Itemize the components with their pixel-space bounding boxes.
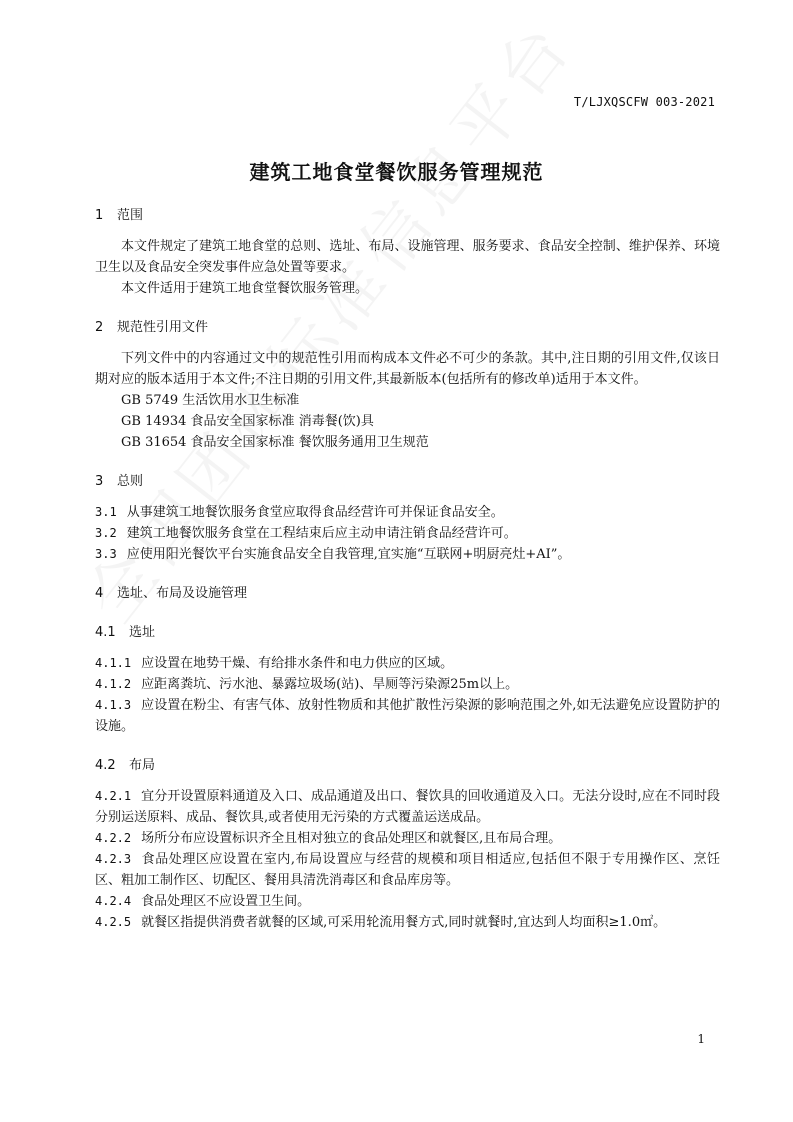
subsection-number: 4.1 <box>95 625 116 640</box>
clause-text: 应使用阳光餐饮平台实施食品安全自我管理,宜实施“互联网+明厨亮灶+AI”。 <box>126 547 571 562</box>
clause-number: 3.3 <box>95 547 117 561</box>
clause-text: 应设置在地势干燥、有给排水条件和电力供应的区域。 <box>141 656 454 671</box>
clause-text: 宜分开设置原料通道及入口、成品通道及出口、餐饮具的回收通道及入口。无法分设时,应在不同时段分别运送原料、成品、餐饮具,或者使用无污染的方式覆盖运送成品。 <box>95 789 720 825</box>
clause <box>95 828 720 849</box>
clause-number: 4.2.4 <box>95 894 132 908</box>
section-heading <box>95 583 720 604</box>
document-body <box>95 205 720 933</box>
clause-text: 应距离粪坑、污水池、暴露垃圾场(站)、旱厕等污染源25m以上。 <box>141 677 519 692</box>
section-number: 4 <box>95 586 104 601</box>
standard-code: T/LJXQSCFW 003-2021 <box>573 95 715 109</box>
section-number: 2 <box>95 320 104 335</box>
clause-number: 4.2.2 <box>95 831 132 845</box>
clause-number: 3.2 <box>95 526 117 540</box>
clause-text: 建筑工地餐饮服务食堂在工程结束后应主动申请注销食品经营许可。 <box>126 526 517 541</box>
clause-text: 食品处理区不应设置卫生间。 <box>141 894 311 909</box>
section-title: 选址、布局及设施管理 <box>117 586 248 601</box>
subsection-title: 选址 <box>129 625 156 640</box>
document-title: 建筑工地食堂餐饮服务管理规范 <box>249 160 544 184</box>
clause <box>95 653 720 674</box>
paragraph: 下列文件中的内容通过文中的规范性引用而构成本文件必不可少的条款。其中,注日期的引用文件,仅该日期对应的版本适用于本文件;不注日期的引用文件,其最新版本(包括所有的修改单)适用于本文件。 <box>95 351 720 387</box>
clause <box>95 891 720 912</box>
page-number: 1 <box>697 1032 705 1046</box>
subsection-number: 4.2 <box>95 758 116 773</box>
clause <box>95 523 720 544</box>
clause <box>95 786 720 828</box>
clause <box>95 695 720 737</box>
paragraph: 本文件适用于建筑工地食堂餐饮服务管理。 <box>121 281 369 296</box>
section-number: 3 <box>95 474 104 489</box>
section-title: 规范性引用文件 <box>117 320 209 335</box>
reference-item: GB 5749 生活饮用水卫生标准 <box>121 393 300 408</box>
clause-text: 场所分布应设置标识齐全且相对独立的食品处理区和就餐区,且布局合理。 <box>141 831 562 846</box>
clause <box>95 849 720 891</box>
clause-number: 4.2.5 <box>95 915 132 929</box>
clause-number: 3.1 <box>95 505 117 519</box>
section-heading <box>95 205 720 226</box>
section-number: 1 <box>95 208 104 223</box>
clause-number: 4.1.1 <box>95 656 132 670</box>
subsection-title: 布局 <box>129 758 156 773</box>
clause-number: 4.1.3 <box>95 698 132 712</box>
section-title: 范围 <box>117 208 144 223</box>
subsection-heading <box>95 755 720 776</box>
section-title: 总则 <box>117 474 144 489</box>
section-heading <box>95 317 720 338</box>
clause-number: 4.2.1 <box>95 789 132 803</box>
clause-text: 就餐区指提供消费者就餐的区域,可采用轮流用餐方式,同时就餐时,宜达到人均面积≥1.0㎡。 <box>141 915 667 930</box>
clause <box>95 544 720 565</box>
clause-number: 4.1.2 <box>95 677 132 691</box>
paragraph: 本文件规定了建筑工地食堂的总则、选址、布局、设施管理、服务要求、食品安全控制、维护保养、环境卫生以及食品安全突发事件应急处置等要求。 <box>95 239 720 275</box>
clause-text: 从事建筑工地餐饮服务食堂应取得食品经营许可并保证食品安全。 <box>126 505 504 520</box>
clause <box>95 502 720 523</box>
clause-text: 应设置在粉尘、有害气体、放射性物质和其他扩散性污染源的影响范围之外,如无法避免应设置防护的设施。 <box>95 698 720 734</box>
clause-number: 4.2.3 <box>95 852 132 866</box>
subsection-heading <box>95 622 720 643</box>
reference-item: GB 31654 食品安全国家标准 餐饮服务通用卫生规范 <box>121 435 429 450</box>
reference-item: GB 14934 食品安全国家标准 消毒餐(饮)具 <box>121 414 374 429</box>
clause-text: 食品处理区应设置在室内,布局设置应与经营的规模和项目相适应,包括但不限于专用操作区、烹饪区、粗加工制作区、切配区、餐用具清洗消毒区和食品库房等。 <box>95 852 720 888</box>
clause <box>95 912 720 933</box>
section-heading <box>95 471 720 492</box>
clause <box>95 674 720 695</box>
